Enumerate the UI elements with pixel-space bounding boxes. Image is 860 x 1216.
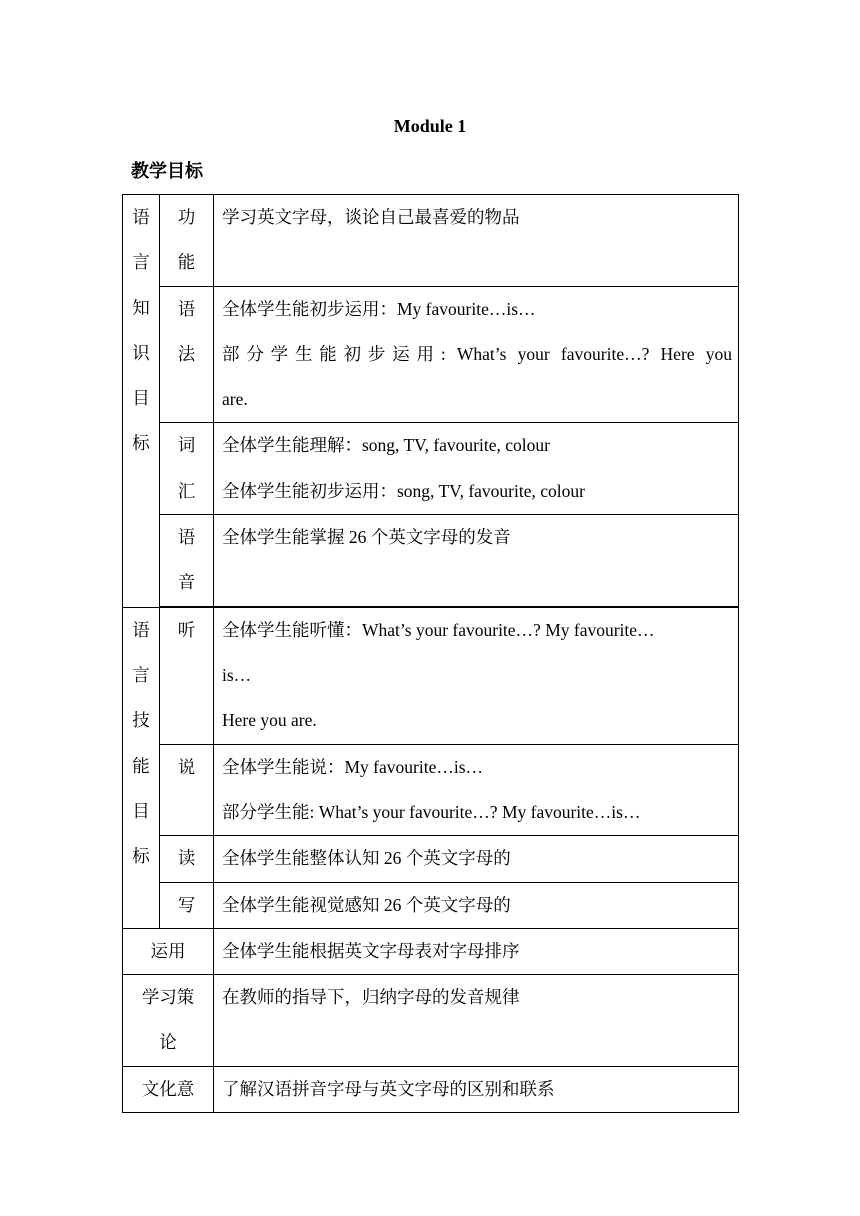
- content-grammar: [214, 286, 739, 423]
- content-line: 全体学生能理解：song, TV, favourite, colour: [222, 435, 550, 456]
- table-row: [123, 1066, 739, 1112]
- table-row: [123, 423, 739, 515]
- label-char: 法: [177, 343, 196, 364]
- content-learning-strategy: [214, 975, 739, 1067]
- table-row: [123, 515, 739, 607]
- content-writing: [214, 882, 739, 928]
- content-application: [214, 928, 739, 974]
- sub-label-reading: [160, 836, 214, 882]
- category-char: 言: [132, 664, 150, 685]
- table-row: [123, 195, 739, 287]
- section-heading: 教学目标: [131, 161, 203, 182]
- sub-label-vocabulary: [160, 423, 214, 515]
- label-text: 文化意: [141, 1078, 195, 1099]
- sub-label-grammar: [160, 286, 214, 423]
- sub-label-speaking: [160, 744, 214, 836]
- table-row: [123, 286, 739, 423]
- sub-label-writing: [160, 882, 214, 928]
- teaching-goals-table: [122, 194, 739, 1113]
- label-char: 能: [177, 252, 196, 273]
- content-line: 在教师的指导下，归纳字母的发音规律: [222, 987, 520, 1008]
- table-row: [123, 882, 739, 928]
- content-reading: [214, 836, 739, 882]
- content-line: Here you are.: [222, 710, 317, 731]
- content-line: 全体学生能根据英文字母表对字母排序: [222, 940, 520, 961]
- content-line: 全体学生能掌握 26 个英文字母的发音: [222, 527, 511, 548]
- category-char: 技: [132, 710, 150, 731]
- content-pronunciation: [214, 515, 739, 607]
- label-char: 功: [177, 207, 196, 227]
- sub-label-function: [160, 195, 214, 287]
- content-function: [214, 195, 739, 287]
- label-text: 论: [159, 1032, 177, 1053]
- content-cultural-awareness: [214, 1066, 739, 1112]
- content-line: 了解汉语拼音字母与英文字母的区别和联系: [222, 1078, 555, 1099]
- category-char: 能: [132, 755, 150, 776]
- label-char: 语: [177, 298, 196, 319]
- category-knowledge-goals: [123, 195, 160, 608]
- category-char: 目: [132, 388, 150, 409]
- category-char: 语: [132, 207, 150, 227]
- content-line: 全体学生能视觉感知 26 个英文字母的: [222, 894, 511, 915]
- content-line: 部分学生能初步运用: What’s your favourite…? Here you: [222, 343, 732, 364]
- category-char: 标: [132, 433, 150, 454]
- category-char: 语: [132, 619, 150, 640]
- label-application: [123, 928, 214, 974]
- label-char: 音: [177, 572, 196, 593]
- label-char: 词: [177, 435, 196, 456]
- content-line: 全体学生能初步运用：song, TV, favourite, colour: [222, 480, 585, 501]
- table-row: [123, 975, 739, 1067]
- table-row: [123, 836, 739, 882]
- content-line: is…: [222, 664, 252, 685]
- content-listening: [214, 607, 739, 744]
- content-line: 部分学生能: What’s your favourite…? My favourite…is…: [222, 801, 641, 822]
- content-line: are.: [222, 389, 248, 410]
- label-char: 读: [177, 848, 196, 869]
- table-row: [123, 607, 739, 744]
- content-line: 全体学生能说：My favourite…is…: [222, 756, 484, 777]
- document-title: Module 1: [393, 116, 467, 136]
- category-char: 标: [132, 846, 150, 867]
- label-char: 汇: [177, 480, 196, 501]
- label-char: 听: [177, 619, 196, 640]
- table-row: [123, 928, 739, 974]
- label-char: 写: [177, 894, 196, 915]
- content-line: 全体学生能整体认知 26 个英文字母的: [222, 848, 511, 869]
- content-line: 全体学生能初步运用：My favourite…is…: [222, 298, 536, 319]
- category-skills-goals: [123, 607, 160, 928]
- label-learning-strategy: [123, 975, 214, 1067]
- table-row: [123, 744, 739, 836]
- content-speaking: [214, 744, 739, 836]
- sub-label-listening: [160, 607, 214, 744]
- category-char: 知: [132, 297, 150, 318]
- label-text: 学习策: [141, 987, 195, 1008]
- content-line: 学习英文字母，谈论自己最喜爱的物品: [222, 207, 520, 227]
- content-line: 全体学生能听懂：What’s your favourite…? My favourite…: [222, 619, 655, 640]
- sub-label-pronunciation: [160, 515, 214, 607]
- label-text: 运用: [150, 940, 186, 961]
- category-char: 目: [132, 800, 150, 821]
- content-vocabulary: [214, 423, 739, 515]
- category-char: 言: [132, 252, 150, 273]
- label-char: 说: [177, 756, 196, 777]
- label-cultural-awareness: [123, 1066, 214, 1112]
- category-char: 识: [132, 342, 150, 363]
- label-char: 语: [177, 527, 196, 548]
